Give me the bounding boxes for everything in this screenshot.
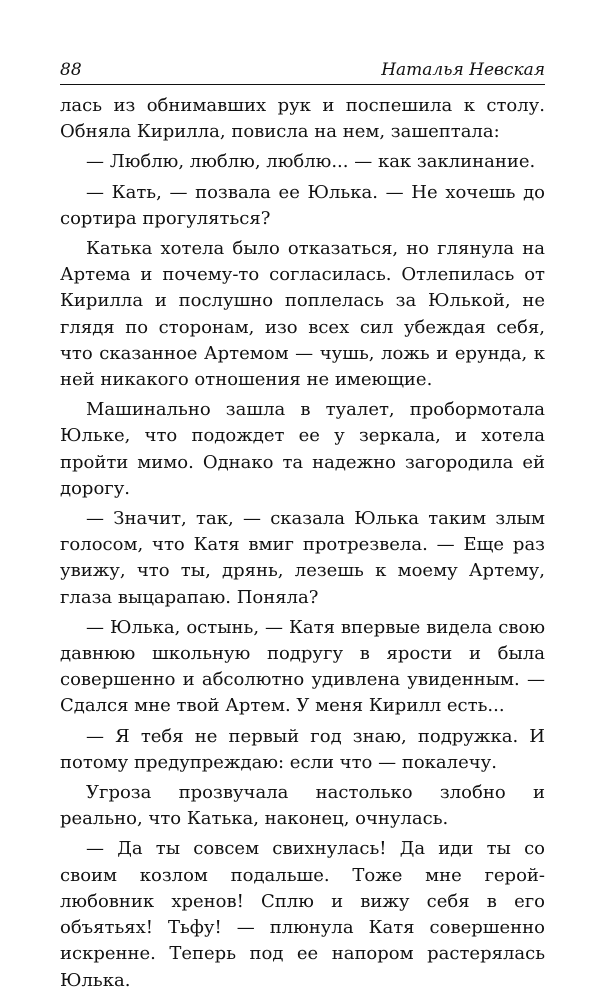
author-name: Наталья Невская [381,60,545,80]
body-text [60,93,545,994]
page-number: 88 [60,60,82,80]
book-page [60,60,545,998]
paragraph: — Кать, — позвала ее Юлька. — Не хочешь до сортира прогуляться? [60,181,545,229]
paragraph: Угроза прозвучала настолько злобно и реально, что Катька, наконец, очнулась. [60,782,545,830]
paragraph: Машинально зашла в туалет, пробормотала Юльке, что подождет ее у зеркала, и хотела пройти мимо. Однако та надежно загородила ей дорогу. [60,399,545,499]
paragraph: — Я тебя не первый год знаю, подружка. И потому предупреждаю: если что — покалечу. [60,725,545,773]
running-head [60,60,545,85]
paragraph: — Да ты совсем свихнулась! Да иди ты со своим козлом подальше. Тоже мне герой-любовник хренов! Сплю и вижу себя в его объятьях! Тьфу! — плюнула Катя совершенно искренне. Теперь под ее напором растерялась Юлька. [60,838,545,991]
paragraph: — Юлька, остынь, — Катя впервые видела свою давнюю школьную подругу в ярости и была совершенно и абсолютно удивлена увиденным. — Сдался мне твой Артем. У меня Кирилл есть... [60,616,545,717]
paragraph: — Люблю, люблю, люблю... — как заклинание. [86,151,536,173]
paragraph: Катька хотела было отказаться, но глянула на Артема и почему-то согласилась. Отлепилась от Кирилла и послушно поплелась за Юлькой, не глядя по сторонам, изо всех сил убеждая себя, что сказанное Артемом — чушь, ложь и ерунда, к ней никакого отношения не имеющие. [60,238,545,391]
paragraph: лась из обнимавших рук и поспешила к столу. Обняла Кирилла, повисла на нем, зашептала: [60,95,545,143]
paragraph: — Значит, так, — сказала Юлька таким злым голосом, что Катя вмиг протрезвела. — Еще раз увижу, что ты, дрянь, лезешь к моему Артему, глаза выцарапаю. Поняла? [60,508,545,608]
